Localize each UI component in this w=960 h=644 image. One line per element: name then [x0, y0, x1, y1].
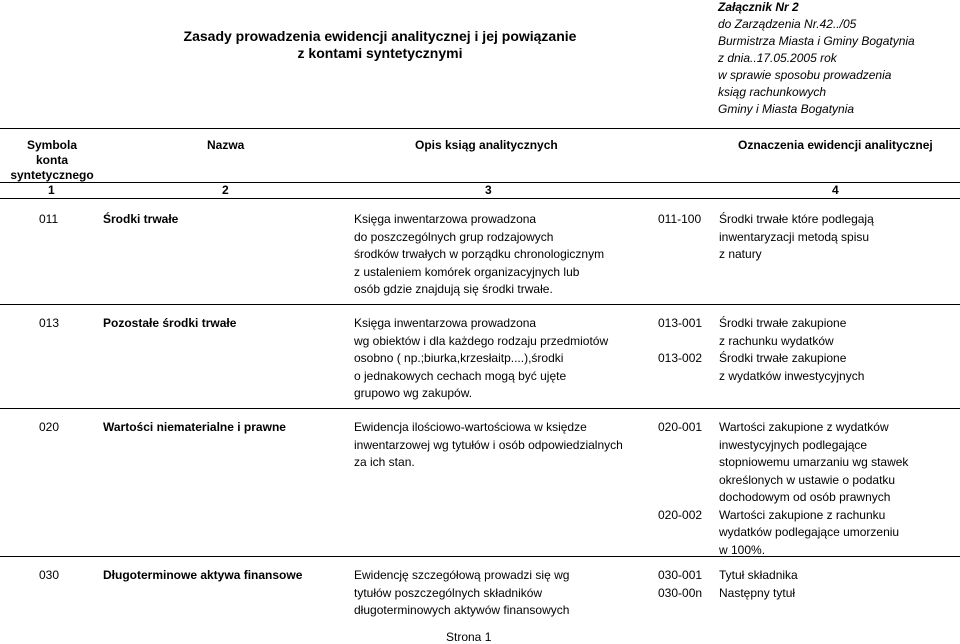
- annex-line: ksiąg rachunkowych: [718, 85, 827, 99]
- row-symbol: 020: [39, 420, 60, 434]
- col-number-1: 1: [48, 183, 55, 197]
- header-symbol: Symbola konta syntetycznego: [10, 138, 94, 182]
- annex-block: [718, 0, 915, 118]
- col-number-3: 3: [485, 183, 492, 197]
- title-line-2: z kontami syntetycznymi: [297, 45, 463, 61]
- row-codes: 020-001 020-002: [658, 420, 703, 522]
- page-footer: Strona 1: [446, 630, 492, 644]
- row-divider: [0, 304, 960, 305]
- row-name: Pozostałe środki trwałe: [103, 316, 237, 330]
- row-symbol: 011: [39, 212, 59, 226]
- row-name: Wartości niematerialne i prawne: [103, 420, 286, 434]
- header-name: Nazwa: [207, 138, 245, 152]
- row-desc: Księga inwentarzowa prowadzona do poszczególnych grup rodzajowych środków trwałych w porządku chronologicznym z ustaleniem komórek organizacyjnych lub osób gdzie znajdują się środki trwałe.: [354, 212, 605, 296]
- col-number-4: 4: [832, 183, 839, 197]
- header-bottom-rule: [0, 198, 960, 199]
- document-title: [150, 28, 610, 62]
- row-divider: [0, 556, 960, 557]
- row-marks: Tytuł składnika Następny tytuł: [719, 568, 798, 600]
- row-name: Długoterminowe aktywa finansowe: [103, 568, 303, 582]
- row-symbol: 013: [39, 316, 60, 330]
- row-name: Środki trwałe: [103, 212, 179, 226]
- annex-line: Burmistrza Miasta i Gminy Bogatynia: [718, 34, 915, 48]
- header-desc: Opis ksiąg analitycznych: [415, 138, 558, 152]
- row-codes: 013-001 013-002: [658, 316, 703, 365]
- row-desc: Ewidencja ilościowo-wartościowa w księdze inwentarzowej wg tytułów i osób odpowiedzialnych za ich stan.: [354, 420, 623, 469]
- row-marks: Środki trwałe które podlegają inwentaryzacji metodą spisu z natury: [719, 212, 874, 261]
- row-desc: Księga inwentarzowa prowadzona wg obiektów i dla każdego rodzaju przedmiotów osobno ( np.;biurka,krzesłaitp....),środki o jednakowych cechach mogą być ujęte grupowo wg zakupów.: [354, 316, 609, 400]
- row-divider: [0, 408, 960, 409]
- header-top-rule: [0, 128, 960, 129]
- row-symbol: 030: [39, 568, 60, 582]
- title-line-1: Zasady prowadzenia ewidencji analitycznej i jej powiązanie: [183, 28, 577, 44]
- row-marks: Wartości zakupione z wydatków inwestycyjnych podlegające stopniowemu umarzaniu wg stawek określonych w ustawie o podatku dochodowym od osób prawnych Wartości zakupione z rachunku wydatków podlegające umorzeniu w 100%.: [719, 420, 909, 557]
- row-codes: 030-001 030-00n: [658, 568, 703, 600]
- row-codes: 011-100: [658, 212, 702, 226]
- row-desc: Ewidencję szczegółową prowadzi się wg tytułów poszczególnych składników długoterminowych aktywów finansowych: [354, 568, 570, 617]
- header-mid-rule: [0, 182, 960, 183]
- row-marks: Środki trwałe zakupione z rachunku wydatków Środki trwałe zakupione z wydatków inwestycyjnych: [719, 316, 865, 383]
- annex-line: do Zarządzenia Nr.42../05: [718, 17, 857, 31]
- annex-heading: Załącznik Nr 2: [718, 0, 799, 14]
- col-number-2: 2: [222, 183, 229, 197]
- annex-line: z dnia..17.05.2005 rok: [718, 51, 837, 65]
- annex-line: Gminy i Miasta Bogatynia: [718, 102, 855, 116]
- header-marks: Oznaczenia ewidencji analitycznej: [738, 138, 933, 152]
- annex-line: w sprawie sposobu prowadzenia: [718, 68, 892, 82]
